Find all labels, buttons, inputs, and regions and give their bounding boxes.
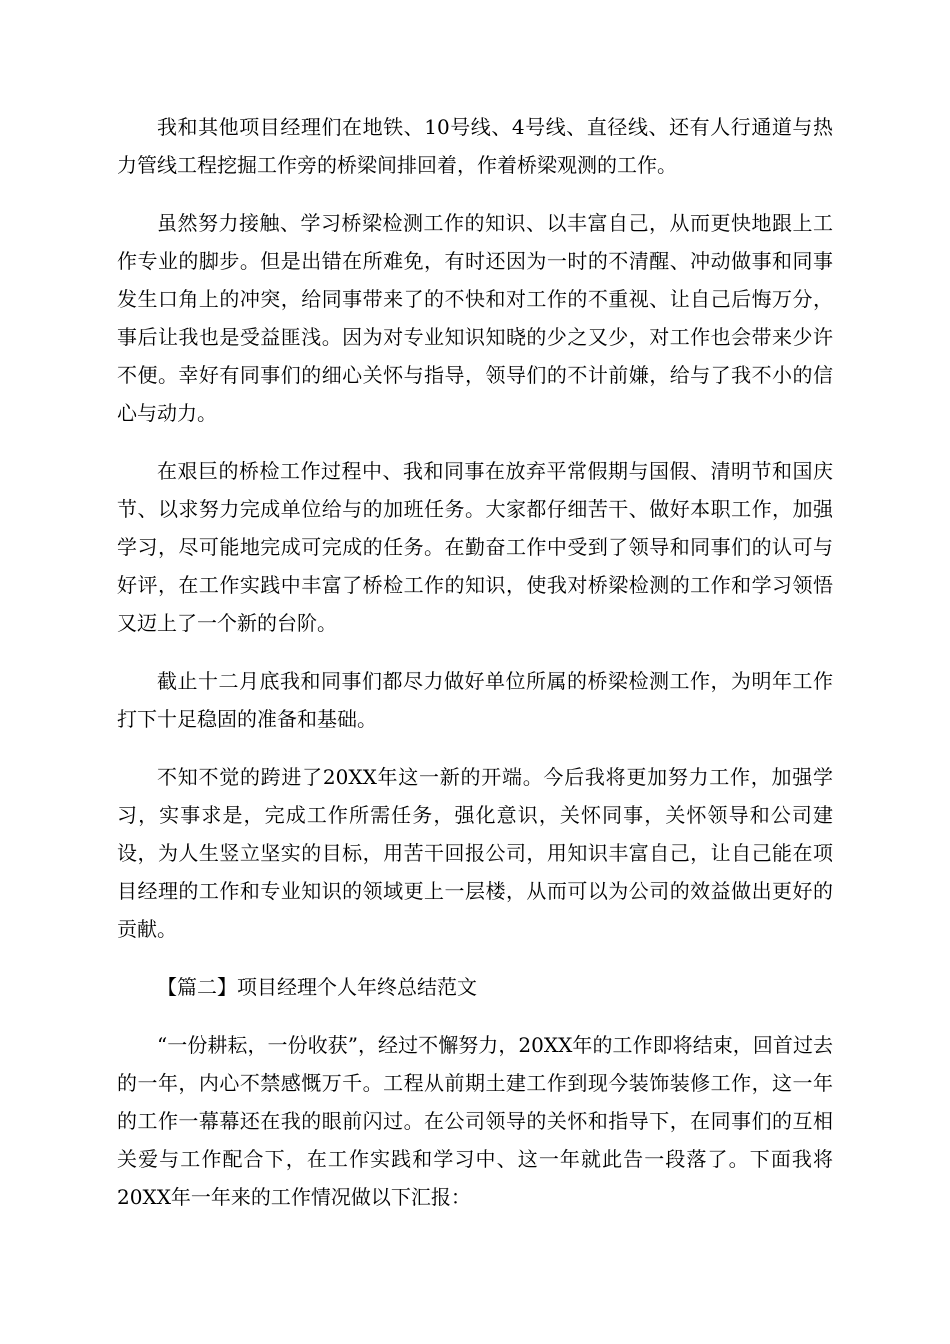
document-page: [117, 108, 833, 1236]
section-heading: 【篇二】项目经理个人年终总结范文: [157, 975, 477, 999]
paragraph-6: “一份耕耘，一份收获”，经过不懈努力，20XX年的工作即将结束，回首过去的一年，内心不禁感慨万千。工程从前期土建工作到现今装饰装修工作，这一年的工作一幕幕还在我的眼前闪过。在公司领导的关怀和指导下，在同事们的互相关爱与工作配合下，在工作实践和学习中、这一年就此告一段落了。下面我将20XX年一年来的工作情况做以下汇报：: [117, 1033, 833, 1209]
paragraph-1: 我和其他项目经理们在地铁、10号线、4号线、直径线、还有人行通道与热力管线工程挖掘工作旁的桥梁间排回着，作着桥梁观测的工作。: [117, 115, 833, 177]
paragraph-5: 不知不觉的跨进了20XX年这一新的开端。今后我将更加努力工作，加强学习，实事求是，完成工作所需任务，强化意识，关怀同事，关怀领导和公司建设，为人生竖立坚实的目标，用苦干回报公司，用知识丰富自己，让自己能在项目经理的工作和专业知识的领域更上一层楼，从而可以为公司的效益做出更好的贡献。: [117, 765, 833, 941]
paragraph-4: 截止十二月底我和同事们都尽力做好单位所属的桥梁检测工作，为明年工作打下十足稳固的准备和基础。: [117, 669, 833, 731]
paragraph-2: 虽然努力接触、学习桥梁检测工作的知识、以丰富自己，从而更快地跟上工作专业的脚步。但是出错在所难免，有时还因为一时的不清醒、冲动做事和同事发生口角上的冲突，给同事带来了的不快和对工作的不重视、让自己后悔万分，事后让我也是受益匪浅。因为对专业知识知晓的少之又少，对工作也会带来少许不便。幸好有同事们的细心关怀与指导，领导们的不计前嫌，给与了我不小的信心与动力。: [117, 211, 833, 425]
paragraph-3: 在艰巨的桥检工作过程中、我和同事在放弃平常假期与国假、清明节和国庆节、以求努力完成单位给与的加班任务。大家都仔细苦干、做好本职工作，加强学习，尽可能地完成可完成的任务。在勤奋工作中受到了领导和同事们的认可与好评，在工作实践中丰富了桥检工作的知识，使我对桥梁检测的工作和学习领悟又迈上了一个新的台阶。: [117, 459, 833, 635]
